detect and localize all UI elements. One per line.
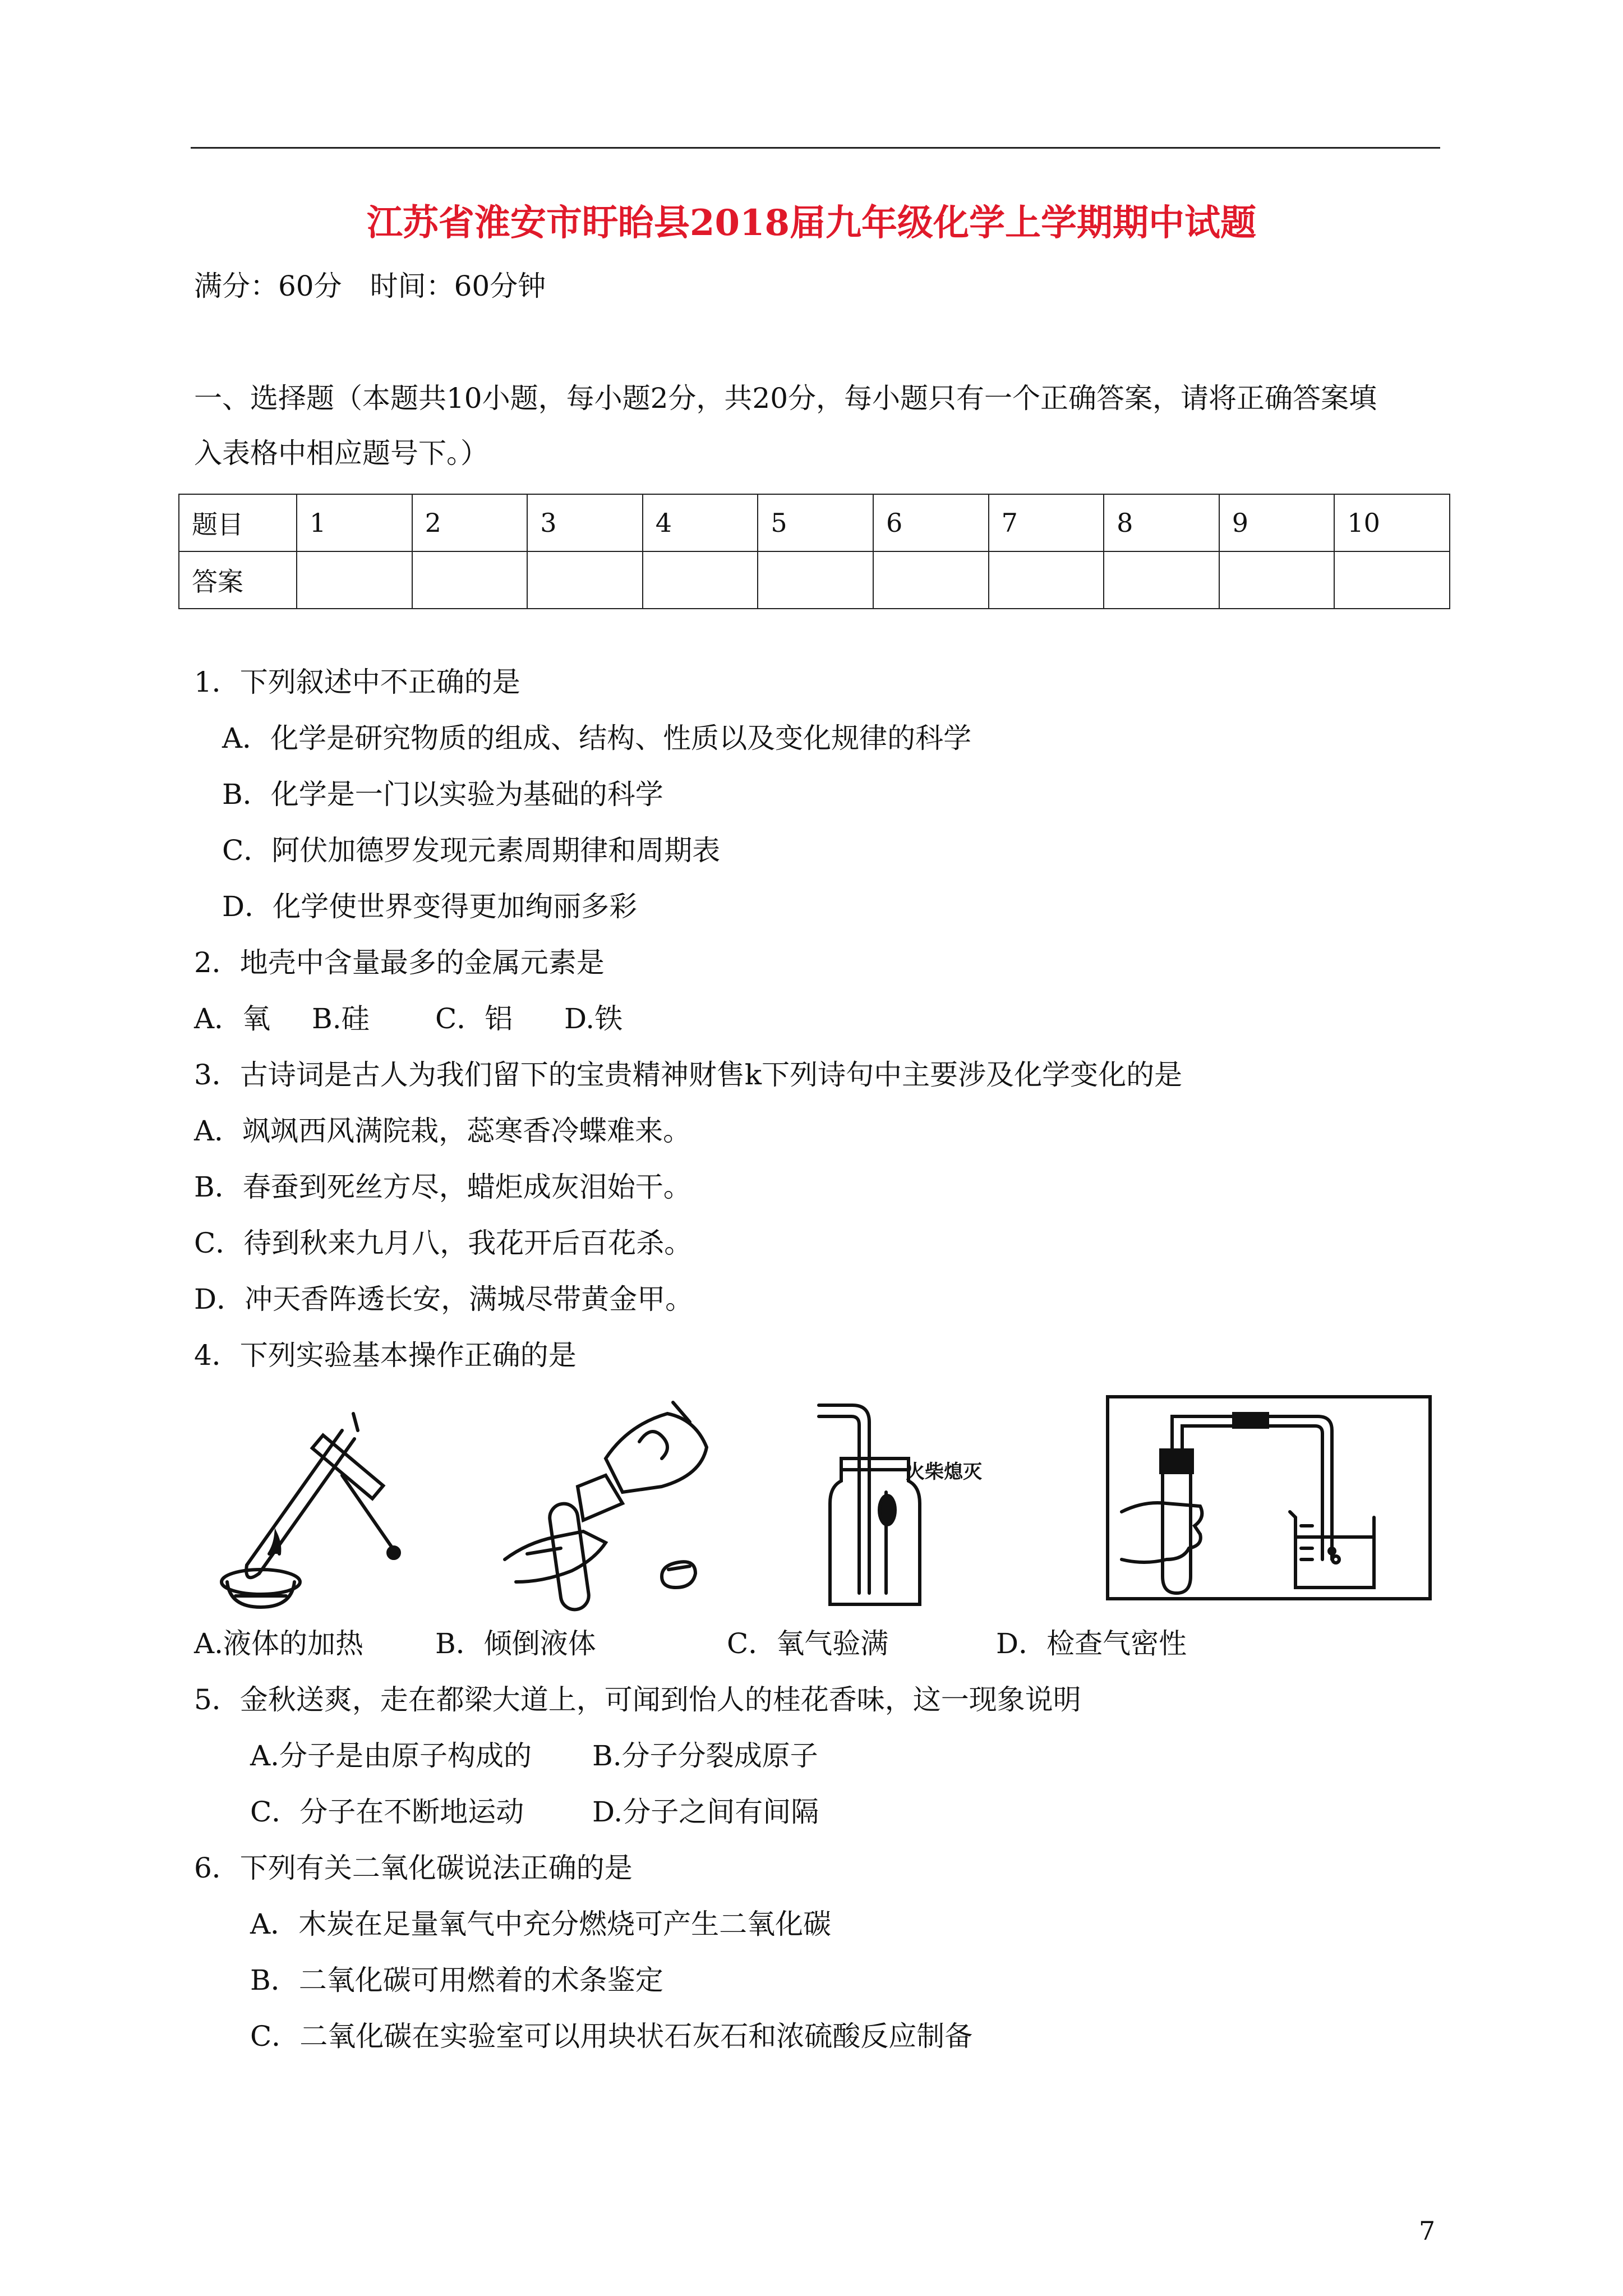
table-header-question: 题目 (179, 494, 297, 551)
q3-option-d: D．冲天香阵透长安，满城尽带黄金甲。 (194, 1283, 694, 1315)
q1-option-b: B．化学是一门以实验为基础的科学 (222, 778, 663, 811)
q2-option-b: B.硅 (312, 1002, 370, 1035)
answer-cell[interactable] (1334, 551, 1450, 609)
fig-b-pouring-liquid (494, 1391, 729, 1616)
answer-cell[interactable] (989, 551, 1104, 609)
table-cell-number: 9 (1219, 494, 1335, 551)
q1-option-c: C．阿伏加德罗发现元素周期律和周期表 (222, 834, 721, 867)
q6-option-c: C．二氧化碳在实验室可以用块状石灰石和浓硫酸反应制备 (250, 2020, 973, 2053)
q1-option-a: A．化学是研究物质的组成、结构、性质以及变化规律的科学 (222, 722, 972, 754)
table-cell-number: 1 (297, 494, 412, 551)
answer-cell[interactable] (297, 551, 412, 609)
q6-option-a: A．木炭在足量氧气中充分燃烧可产生二氧化碳 (250, 1908, 832, 1940)
table-cell-number: 10 (1334, 494, 1450, 551)
fig-a-heating-liquid (213, 1391, 415, 1616)
answer-table-number-row (179, 494, 1450, 551)
table-cell-number: 8 (1104, 494, 1219, 551)
q4-option-d: D．检查气密性 (996, 1627, 1187, 1660)
q3-stem: 3．古诗词是古人为我们留下的宝贵精神财售k下列诗句中主要涉及化学变化的是 (194, 1059, 1183, 1091)
answer-cell[interactable] (1104, 551, 1219, 609)
q4-option-b: B．倾倒液体 (435, 1627, 596, 1660)
q2-option-a: A．氧 (194, 1002, 271, 1035)
table-cell-number: 5 (758, 494, 873, 551)
q3-option-c: C．待到秋来九月八，我花开后百花杀。 (194, 1227, 693, 1259)
q5-option-a: A.分子是由原子构成的 (250, 1740, 532, 1772)
table-header-answer: 答案 (179, 551, 297, 609)
q4-option-a: A.液体的加热 (194, 1627, 364, 1660)
q6-stem: 6．下列有关二氧化碳说法正确的是 (194, 1852, 633, 1884)
q5-option-d: D.分子之间有间隔 (592, 1796, 819, 1828)
q4-stem: 4．下列实验基本操作正确的是 (194, 1339, 577, 1372)
q1-stem: 1．下列叙述中不正确的是 (194, 666, 520, 698)
q1-option-d: D．化学使世界变得更加绚丽多彩 (222, 890, 638, 923)
q3-option-a: A．飒飒西风满院栽，蕊寒香冷蝶难来。 (194, 1115, 691, 1147)
q2-stem: 2．地壳中含量最多的金属元素是 (194, 946, 605, 979)
table-cell-number: 4 (643, 494, 758, 551)
answer-cell[interactable] (1219, 551, 1335, 609)
answer-cell[interactable] (643, 551, 758, 609)
section1-instructions-line2: 入表格中相应题号下。） (194, 437, 488, 470)
q3-option-b: B．春蚕到死丝方尽，蜡炬成灰泪始干。 (194, 1171, 691, 1203)
q2-option-d: D.铁 (564, 1002, 623, 1035)
q5-stem: 5．金秋送爽，走在都梁大道上，可闻到怡人的桂花香味，这一现象说明 (194, 1683, 1081, 1716)
fig-d-airtightness-check (1105, 1391, 1436, 1616)
exam-title: 江苏省淮安市盱眙县2018届九年级化学上学期期中试题 (366, 202, 1257, 244)
q5-option-c: C．分子在不断地运动 (250, 1796, 524, 1828)
section1-instructions-line1: 一、选择题（本题共10小题，每小题2分，共20分，每小题只有一个正确答案，请将正确答案填 (194, 382, 1377, 415)
answer-cell[interactable] (758, 551, 873, 609)
table-cell-number: 7 (989, 494, 1104, 551)
table-cell-number: 6 (873, 494, 989, 551)
exam-meta: 满分：60分 时间：60分钟 (194, 270, 546, 302)
table-cell-number: 2 (412, 494, 528, 551)
q6-option-b: B．二氧化碳可用燃着的术条鉴定 (250, 1964, 663, 1996)
header-rule (191, 147, 1440, 149)
q5-option-b: B.分子分裂成原子 (592, 1740, 818, 1772)
fig-c-oxygen-test (808, 1391, 1043, 1616)
page-number: 7 (1419, 2216, 1436, 2246)
answer-cell[interactable] (873, 551, 989, 609)
answer-table (178, 494, 1450, 609)
fig-c-label: 火柴熄灭 (906, 1461, 982, 1483)
table-cell-number: 3 (527, 494, 643, 551)
answer-cell[interactable] (412, 551, 528, 609)
answer-table-answer-row (179, 551, 1450, 609)
answer-cell[interactable] (527, 551, 643, 609)
q4-option-c: C．氧气验满 (727, 1627, 889, 1660)
q2-option-c: C．铝 (435, 1002, 513, 1035)
